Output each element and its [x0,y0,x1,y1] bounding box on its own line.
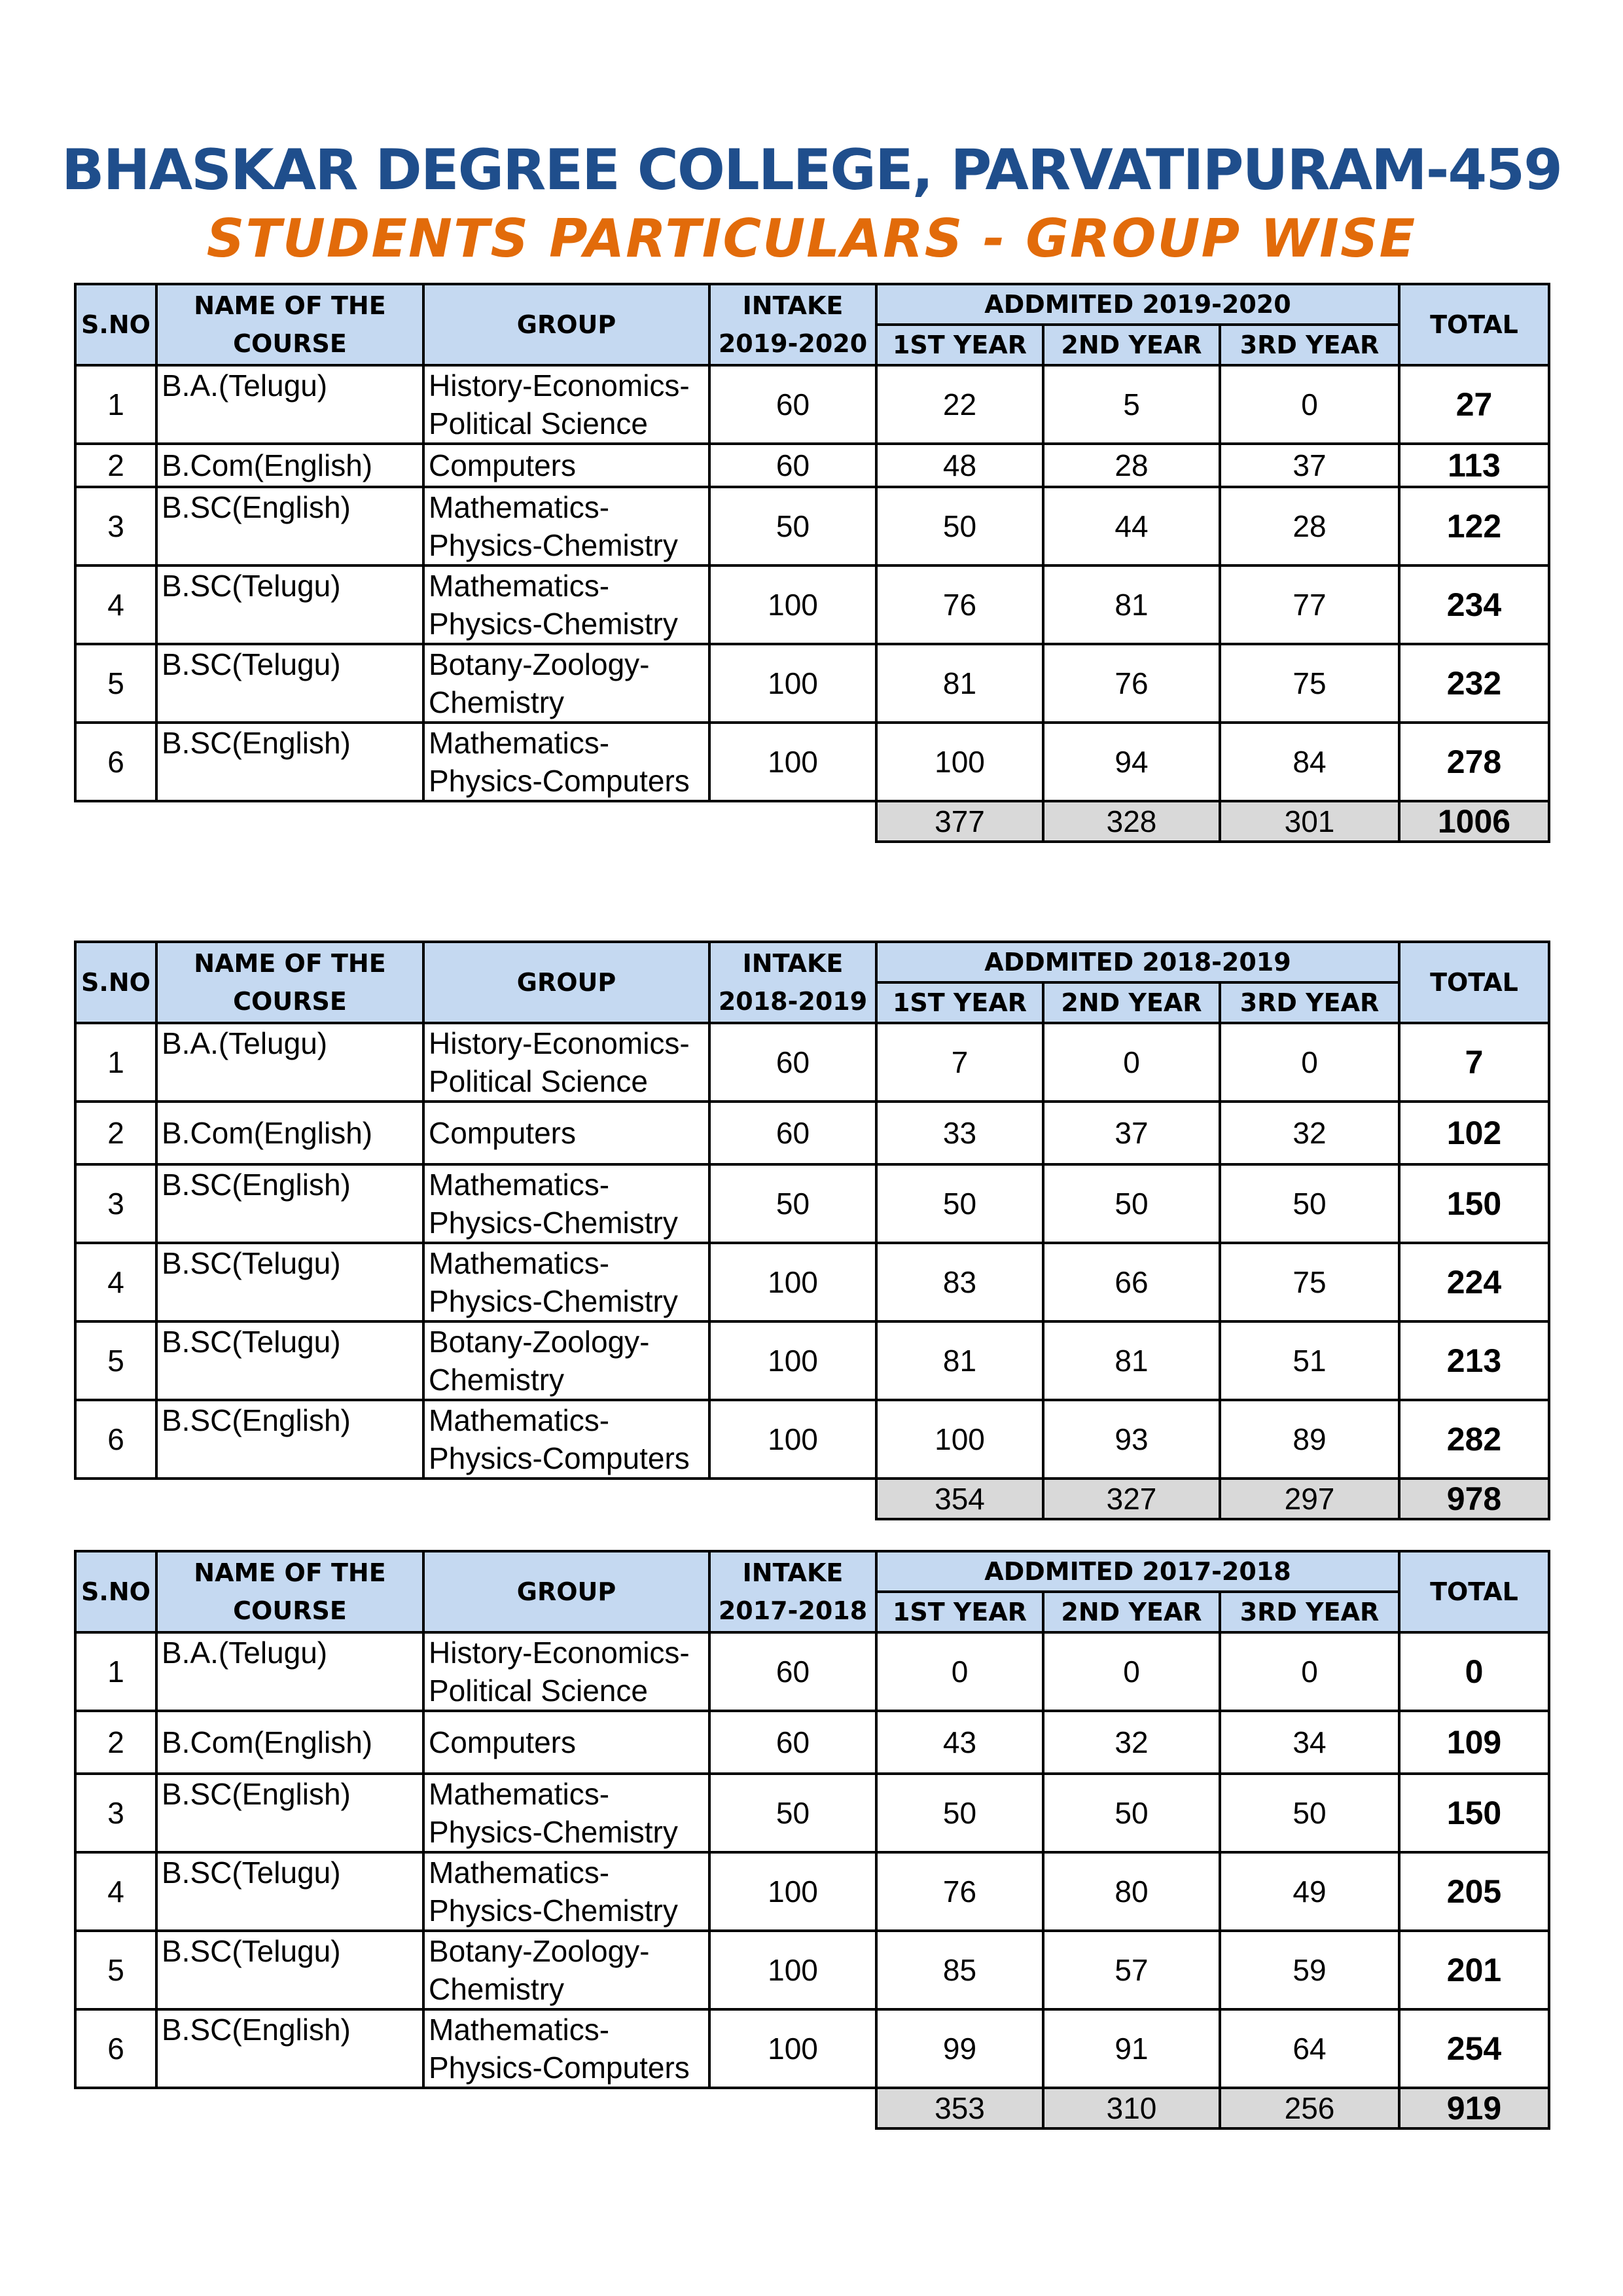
row-sno: 5 [75,644,156,723]
header-intake [709,284,876,365]
sum-1st-year: 354 [876,1479,1043,1519]
row-course: B.Com(English) [156,1711,423,1774]
row-1st-year: 81 [876,644,1043,723]
row-1st-year: 22 [876,365,1043,444]
row-sno: 4 [75,565,156,644]
header-course [156,1551,423,1632]
row-2nd-year: 81 [1043,565,1220,644]
row-2nd-year: 50 [1043,1774,1220,1852]
row-3rd-year: 75 [1220,1243,1399,1321]
row-group-line2: Physics-Computers [429,764,690,798]
sum-total: 978 [1399,1479,1549,1519]
row-intake: 100 [709,565,876,644]
row-sno: 4 [75,1852,156,1931]
header-intake-line1: INTAKE [742,1558,844,1587]
row-1st-year: 100 [876,1400,1043,1479]
row-course: B.SC(Telugu) [156,1931,423,2009]
row-course: B.SC(Telugu) [156,1243,423,1321]
table-row [75,644,1549,723]
table-row [75,444,1549,487]
row-group [423,1774,709,1852]
sum-blank [423,801,709,842]
row-total: 113 [1399,444,1549,487]
row-total: 201 [1399,1931,1549,2009]
table-row [75,1632,1549,1711]
row-group [423,444,709,487]
header-total: TOTAL [1399,284,1549,365]
row-total: 282 [1399,1400,1549,1479]
table-row [75,565,1549,644]
row-intake: 100 [709,2009,876,2088]
header-group: GROUP [423,284,709,365]
row-group [423,1931,709,2009]
row-intake: 60 [709,1711,876,1774]
row-2nd-year: 66 [1043,1243,1220,1321]
row-group [423,1102,709,1164]
table-row [75,1102,1549,1164]
sum-blank [156,1479,423,1519]
row-3rd-year: 32 [1220,1102,1399,1164]
row-2nd-year: 44 [1043,487,1220,565]
row-sno: 6 [75,723,156,801]
row-total: 232 [1399,644,1549,723]
sum-total: 1006 [1399,801,1549,842]
table-row [75,2009,1549,2088]
row-course: B.A.(Telugu) [156,1632,423,1711]
row-course: B.SC(Telugu) [156,1321,423,1400]
header-sno: S.NO [75,942,156,1023]
row-group-line1: Mathematics- [429,726,610,760]
header-2nd-year: 2ND YEAR [1043,982,1220,1023]
row-group [423,1243,709,1321]
header-intake [709,942,876,1023]
row-group-line2: Political Science [429,406,648,440]
header-2nd-year: 2ND YEAR [1043,325,1220,365]
row-2nd-year: 50 [1043,1164,1220,1243]
row-group [423,1321,709,1400]
row-course: B.Com(English) [156,1102,423,1164]
row-intake: 60 [709,444,876,487]
row-3rd-year: 75 [1220,644,1399,723]
students-table-2019-2020 [74,283,1550,843]
row-3rd-year: 34 [1220,1711,1399,1774]
table-row [75,1852,1549,1931]
row-2nd-year: 94 [1043,723,1220,801]
row-1st-year: 7 [876,1023,1043,1102]
header-course-line2: COURSE [233,329,347,358]
row-total: 150 [1399,1774,1549,1852]
row-total: 0 [1399,1632,1549,1711]
header-admitted: ADDMITED 2018-2019 [876,942,1399,982]
college-title: BHASKAR DEGREE COLLEGE, PARVATIPURAM-459 [62,137,1561,203]
header-sno: S.NO [75,1551,156,1632]
row-group-line2: Physics-Chemistry [429,1893,678,1928]
row-group-line2: Physics-Chemistry [429,607,678,641]
row-1st-year: 33 [876,1102,1043,1164]
header-group: GROUP [423,1551,709,1632]
row-2nd-year: 0 [1043,1632,1220,1711]
row-3rd-year: 49 [1220,1852,1399,1931]
row-3rd-year: 89 [1220,1400,1399,1479]
header-admitted: ADDMITED 2017-2018 [876,1551,1399,1592]
row-1st-year: 76 [876,565,1043,644]
row-sno: 1 [75,365,156,444]
row-2nd-year: 80 [1043,1852,1220,1931]
sum-3rd-year: 256 [1220,2088,1399,2128]
row-total: 102 [1399,1102,1549,1164]
row-group-line1: Mathematics- [429,1168,610,1202]
row-course: B.SC(English) [156,487,423,565]
row-intake: 100 [709,1321,876,1400]
row-group-line1: Mathematics- [429,569,610,603]
table-row [75,487,1549,565]
row-intake: 100 [709,1243,876,1321]
header-intake-line1: INTAKE [742,949,844,978]
sum-3rd-year: 297 [1220,1479,1399,1519]
row-1st-year: 100 [876,723,1043,801]
sum-blank [709,801,876,842]
row-group-line1: Computers [429,448,576,482]
row-group-line2: Physics-Chemistry [429,1284,678,1318]
row-course: B.SC(English) [156,1400,423,1479]
table-row [75,1243,1549,1321]
header-total: TOTAL [1399,942,1549,1023]
row-2nd-year: 57 [1043,1931,1220,2009]
row-group-line2: Chemistry [429,1363,565,1397]
row-group-line2: Physics-Chemistry [429,1206,678,1240]
header-3rd-year: 3RD YEAR [1220,325,1399,365]
row-intake: 100 [709,644,876,723]
row-group-line2: Chemistry [429,1972,565,2006]
row-sno: 1 [75,1023,156,1102]
row-group-line1: Mathematics- [429,1403,610,1437]
row-1st-year: 76 [876,1852,1043,1931]
row-3rd-year: 50 [1220,1774,1399,1852]
row-total: 278 [1399,723,1549,801]
row-course: B.SC(English) [156,723,423,801]
row-intake: 50 [709,1774,876,1852]
sum-row [75,1479,1549,1519]
row-group-line2: Chemistry [429,685,565,719]
header-intake-line2: 2017-2018 [718,1596,868,1625]
sum-blank [75,2088,156,2128]
row-total: 205 [1399,1852,1549,1931]
row-sno: 5 [75,1931,156,2009]
header-3rd-year: 3RD YEAR [1220,1592,1399,1632]
row-course: B.SC(English) [156,2009,423,2088]
row-2nd-year: 93 [1043,1400,1220,1479]
row-3rd-year: 28 [1220,487,1399,565]
row-course: B.SC(Telugu) [156,1852,423,1931]
header-course-line2: COURSE [233,1596,347,1625]
row-group-line2: Political Science [429,1064,648,1098]
sum-2nd-year: 327 [1043,1479,1220,1519]
row-total: 213 [1399,1321,1549,1400]
row-1st-year: 81 [876,1321,1043,1400]
row-group [423,2009,709,2088]
table-row [75,723,1549,801]
row-group [423,723,709,801]
row-2nd-year: 32 [1043,1711,1220,1774]
row-2nd-year: 0 [1043,1023,1220,1102]
header-intake-line2: 2018-2019 [718,987,868,1016]
row-2nd-year: 76 [1043,644,1220,723]
row-intake: 100 [709,723,876,801]
row-3rd-year: 77 [1220,565,1399,644]
row-intake: 60 [709,1632,876,1711]
table-row [75,1164,1549,1243]
row-1st-year: 43 [876,1711,1043,1774]
sum-2nd-year: 328 [1043,801,1220,842]
row-group-line1: Mathematics- [429,1856,610,1890]
row-group-line1: Botany-Zoology- [429,1325,650,1359]
row-1st-year: 50 [876,1774,1043,1852]
table-row [75,1023,1549,1102]
sum-blank [423,1479,709,1519]
header-admitted: ADDMITED 2019-2020 [876,284,1399,325]
row-course: B.SC(English) [156,1164,423,1243]
row-group [423,1852,709,1931]
row-group [423,1632,709,1711]
row-group-line1: Mathematics- [429,1246,610,1280]
row-total: 27 [1399,365,1549,444]
row-total: 150 [1399,1164,1549,1243]
row-3rd-year: 0 [1220,365,1399,444]
row-3rd-year: 0 [1220,1632,1399,1711]
row-total: 7 [1399,1023,1549,1102]
row-sno: 6 [75,1400,156,1479]
row-group-line1: History-Economics- [429,1026,690,1060]
table-row [75,1400,1549,1479]
row-course: B.SC(Telugu) [156,644,423,723]
row-1st-year: 83 [876,1243,1043,1321]
sum-row [75,801,1549,842]
sum-blank [709,2088,876,2128]
row-intake: 60 [709,1102,876,1164]
row-sno: 4 [75,1243,156,1321]
row-group [423,565,709,644]
header-course-line1: NAME OF THE [194,291,386,320]
header-sno: S.NO [75,284,156,365]
sum-1st-year: 353 [876,2088,1043,2128]
row-group [423,1164,709,1243]
row-intake: 60 [709,1023,876,1102]
row-3rd-year: 50 [1220,1164,1399,1243]
sum-row [75,2088,1549,2128]
row-course: B.A.(Telugu) [156,1023,423,1102]
header-total: TOTAL [1399,1551,1549,1632]
header-intake-line1: INTAKE [742,291,844,320]
row-course: B.SC(Telugu) [156,565,423,644]
row-intake: 50 [709,1164,876,1243]
row-group [423,365,709,444]
row-group-line1: Botany-Zoology- [429,1934,650,1968]
sum-blank [423,2088,709,2128]
row-group-line1: Computers [429,1116,576,1150]
row-group-line1: Mathematics- [429,2013,610,2047]
row-sno: 3 [75,487,156,565]
header-1st-year: 1ST YEAR [876,325,1043,365]
row-group [423,487,709,565]
row-3rd-year: 37 [1220,444,1399,487]
row-sno: 2 [75,1711,156,1774]
sum-blank [156,801,423,842]
header-course-line1: NAME OF THE [194,949,386,978]
sum-3rd-year: 301 [1220,801,1399,842]
row-1st-year: 48 [876,444,1043,487]
header-course-line2: COURSE [233,987,347,1016]
row-2nd-year: 5 [1043,365,1220,444]
row-group-line1: Mathematics- [429,1777,610,1811]
row-2nd-year: 37 [1043,1102,1220,1164]
row-sno: 2 [75,1102,156,1164]
row-group [423,1711,709,1774]
sum-2nd-year: 310 [1043,2088,1220,2128]
sum-1st-year: 377 [876,801,1043,842]
page-subtitle: STUDENTS PARTICULARS - GROUP WISE [206,208,1417,269]
row-group [423,644,709,723]
row-intake: 100 [709,1852,876,1931]
row-2nd-year: 81 [1043,1321,1220,1400]
row-group-line1: Botany-Zoology- [429,647,650,681]
header-course-line1: NAME OF THE [194,1558,386,1587]
row-3rd-year: 59 [1220,1931,1399,2009]
row-1st-year: 85 [876,1931,1043,2009]
row-course: B.SC(English) [156,1774,423,1852]
row-2nd-year: 28 [1043,444,1220,487]
row-2nd-year: 91 [1043,2009,1220,2088]
row-group-line1: History-Economics- [429,368,690,403]
row-1st-year: 0 [876,1632,1043,1711]
row-3rd-year: 0 [1220,1023,1399,1102]
row-sno: 3 [75,1164,156,1243]
header-1st-year: 1ST YEAR [876,1592,1043,1632]
header-3rd-year: 3RD YEAR [1220,982,1399,1023]
row-group [423,1023,709,1102]
row-course: B.A.(Telugu) [156,365,423,444]
students-table-2018-2019 [74,941,1550,1520]
sum-blank [75,801,156,842]
row-total: 109 [1399,1711,1549,1774]
row-total: 254 [1399,2009,1549,2088]
table-row [75,1321,1549,1400]
row-sno: 2 [75,444,156,487]
sum-blank [709,1479,876,1519]
header-course [156,942,423,1023]
row-3rd-year: 51 [1220,1321,1399,1400]
row-intake: 50 [709,487,876,565]
table-row [75,365,1549,444]
row-sno: 6 [75,2009,156,2088]
row-1st-year: 50 [876,1164,1043,1243]
header-2nd-year: 2ND YEAR [1043,1592,1220,1632]
header-intake [709,1551,876,1632]
row-group-line2: Physics-Chemistry [429,1815,678,1849]
row-group-line2: Physics-Computers [429,1441,690,1475]
row-group-line2: Political Science [429,1674,648,1708]
header-1st-year: 1ST YEAR [876,982,1043,1023]
row-group-line1: Computers [429,1725,576,1759]
row-group-line2: Physics-Computers [429,2051,690,2085]
sum-blank [156,2088,423,2128]
row-group-line2: Physics-Chemistry [429,528,678,562]
row-total: 234 [1399,565,1549,644]
row-1st-year: 50 [876,487,1043,565]
row-intake: 100 [709,1931,876,2009]
table-row [75,1711,1549,1774]
sum-blank [75,1479,156,1519]
row-1st-year: 99 [876,2009,1043,2088]
sum-total: 919 [1399,2088,1549,2128]
table-row [75,1774,1549,1852]
row-group [423,1400,709,1479]
row-sno: 5 [75,1321,156,1400]
row-group-line1: Mathematics- [429,490,610,524]
row-course: B.Com(English) [156,444,423,487]
row-total: 224 [1399,1243,1549,1321]
header-intake-line2: 2019-2020 [718,329,868,358]
table-row [75,1931,1549,2009]
row-intake: 100 [709,1400,876,1479]
header-course [156,284,423,365]
students-table-2017-2018 [74,1550,1550,2130]
row-3rd-year: 64 [1220,2009,1399,2088]
row-total: 122 [1399,487,1549,565]
row-group-line1: History-Economics- [429,1636,690,1670]
row-3rd-year: 84 [1220,723,1399,801]
row-sno: 1 [75,1632,156,1711]
header-group: GROUP [423,942,709,1023]
row-intake: 60 [709,365,876,444]
row-sno: 3 [75,1774,156,1852]
